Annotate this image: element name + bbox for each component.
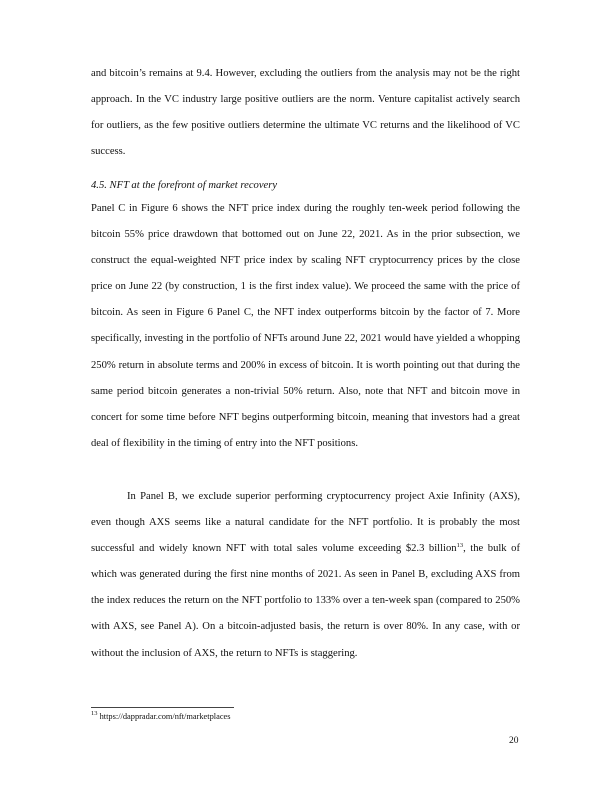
paragraph-axs-text-start: In Panel B, we exclude superior performing cryptocurrency project Axie Infinity (AXS), even though AXS seems like a natural candidate for the NFT portfolio. It is probably the most successful and widely known NFT with total sales volume exceeding $2.3 billion xyxy=(91,491,520,555)
page-number: 20 xyxy=(509,736,519,746)
paragraph-axs-exclusion xyxy=(91,484,520,667)
paragraph-vc-outliers: and bitcoin’s remains at 9.4. However, excluding the outliers from the analysis may not be the right approach. In the VC industry large positive outliers are the norm. Venture capitalist actively search for outliers, as the few positive outliers determine the ultimate VC returns and the likelihood of VC success. xyxy=(91,68,520,158)
footnote-reference: 13 xyxy=(456,542,464,550)
paragraph-axs-text-end: , the bulk of which was generated during the first nine months of 2021. As seen in Panel B, excluding AXS from the index reduces the return on the NFT portfolio to 133% over a ten-week span (compared to 250% with AXS, see Panel A). On a bitcoin-adjusted basis, the return is over 80%. In any case, with or without the inclusion of AXS, the return to NFTs is staggering. xyxy=(91,543,520,659)
section-heading: 4.5. NFT at the forefront of market recovery xyxy=(91,180,278,191)
footnote-marker: 13 xyxy=(91,710,98,717)
footnote-link: https://dappradar.com/nft/marketplaces xyxy=(97,712,231,721)
footnote-separator xyxy=(91,707,234,708)
footnote xyxy=(91,711,231,723)
paragraph-nft-index: Panel C in Figure 6 shows the NFT price index during the roughly ten-week period following the bitcoin 55% price drawdown that bottomed out on June 22, 2021. As in the prior subsection, we construct the equal-weighted NFT price index by scaling NFT cryptocurrency prices by the close price on June 22 (by construction, 1 is the first index value). We proceed the same with the price of bitcoin. As seen in Figure 6 Panel C, the NFT index outperforms bitcoin by the factor of 7. More specifically, investing in the portfolio of NFTs around June 22, 2021 would have yielded a whopping 250% return in absolute terms and 200% in excess of bitcoin. It is worth pointing out that during the same period bitcoin generates a non-trivial 50% return. Also, note that NFT and bitcoin move in concert for some time before NFT begins outperforming bitcoin, meaning that investors had a great deal of flexibility in the timing of entry into the NFT positions. xyxy=(91,203,520,449)
